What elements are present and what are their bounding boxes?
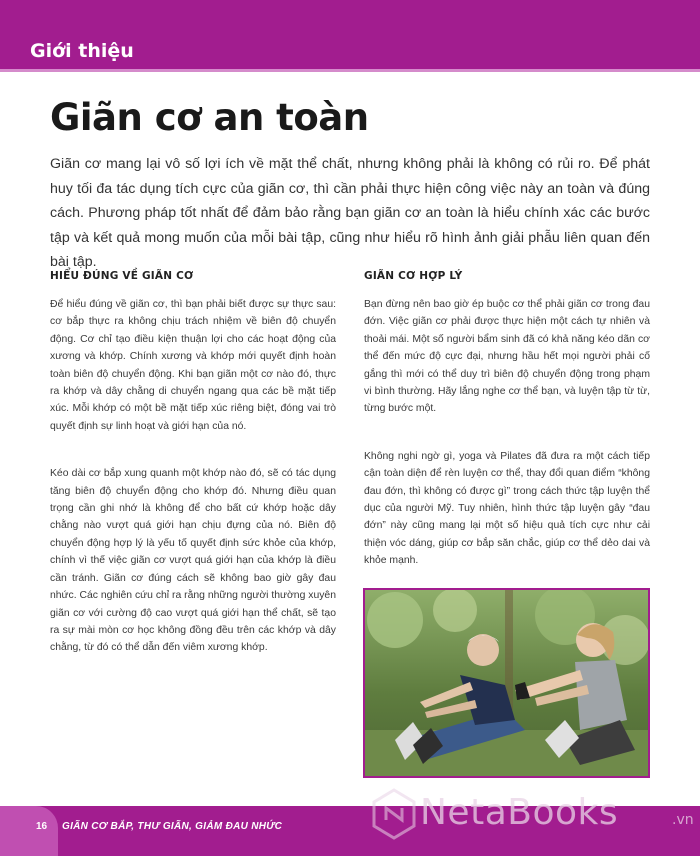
page-number-tab <box>0 806 58 856</box>
intro-paragraph: Giãn cơ mang lại vô số lợi ích về mặt thể chất, nhưng không phải là không có rủi ro. Để phát huy tối đa tác dụng tích cực của giãn cơ, thì cần phải thực hiện công việc này an toàn và đúng cách. Phương pháp tốt nhất để đảm bảo rằng bạn giãn cơ an toàn là hiểu chính xác các bước tập và kết quả mong muốn của mỗi bài tập, cũng như hiểu rõ hình ảnh giải phẫu liên quan đến bài tập. <box>50 156 650 270</box>
section-label: Giới thiệu <box>30 40 134 62</box>
watermark-suffix: .vn <box>672 812 694 828</box>
running-footer-title: GIÃN CƠ BẮP, THƯ GIÃN, GIẢM ĐAU NHỨC <box>62 821 283 832</box>
stretching-photo <box>363 588 650 778</box>
page-title: Giãn cơ an toàn <box>50 96 369 139</box>
left-column <box>50 270 336 687</box>
left-column-heading: HIỂU ĐÚNG VỀ GIÃN CƠ <box>50 270 194 282</box>
left-paragraph-2: Kéo dài cơ bắp xung quanh một khớp nào đó, sẽ có tác dụng tăng biên độ chuyển động cho khớp đó. Nhưng điều quan trọng cần ghi nhớ là không để cho bất cứ khớp hoặc dây chằng nào vượt quá giới hạn chịu đựng của nó. Biên độ chuyển động hợp lý là yếu tố quyết định sức khỏe của khớp, chính vì thế việc giãn cơ vượt quá giới hạn của khớp là điều cần tránh. Giãn cơ đúng cách sẽ không bao giờ gây đau nhức. Các nghiên cứu chỉ ra rằng những người thường xuyên giãn cơ với cường độ cao vượt quá giới hạn thể chất, sẽ tạo ra sự mài mòn cơ học không đồng đều trên các khớp và dây chằng, từ đó có thể dẫn đến viêm xương khớp. <box>50 468 336 654</box>
right-column <box>364 270 650 600</box>
watermark-brand: NetaBooks <box>420 792 619 833</box>
right-paragraph-1: Bạn đừng nên bao giờ ép buộc cơ thể phải giãn cơ trong đau đớn. Việc giãn cơ phải được thực hiện một cách tự nhiên và thoải mái. Một số người bẩm sinh đã có khả năng kéo dãn cơ thể đến mức độ cực đại, nhưng hầu hết mọi người phải cố gắng thì mới có thể duy trì biên độ chuyển động trong phạm vi bình thường. Hãy lắng nghe cơ thể bạn, và luyện tập từ từ, từng bước một. <box>364 299 650 415</box>
right-paragraph-2: Không nghi ngờ gì, yoga và Pilates đã đưa ra một cách tiếp cận toàn diện để rèn luyện cơ thể, thay đổi quan điểm “không đau đớn, thì không có được gì” trong cách thức tập luyện thể dục của người Mỹ. Tuy nhiên, hình thức tập luyện gây “đau đớn” này cũng mang lại một số hiệu quả tích cực như cải thiện vóc dáng, giúp cơ bắp săn chắc, giúp cơ thể dẻo dai và khỏe mạnh. <box>364 450 650 567</box>
right-column-heading: GIÃN CƠ HỢP LÝ <box>364 270 463 282</box>
left-paragraph-1: Để hiểu đúng về giãn cơ, thì bạn phải biết được sự thực sau: cơ bắp thực ra không chịu trách nhiệm về biên độ chuyển động. Cơ chỉ tạo điều kiện thuận lợi cho các hoạt động của xương và khớp. Chính xương và khớp mới quyết định hoàn toàn biên độ chuyển động. Khi bạn giãn một cơ nào đó, thực ra khớp và dây chằng di chuyển ngang qua các bề mặt tiếp xúc. Mỗi khớp có một bề mặt tiếp xúc riêng biệt, đóng vai trò quyết định sự linh hoạt và giới hạn của nó. <box>50 299 336 432</box>
page-number: 16 <box>36 821 48 832</box>
stretching-photo-illustration <box>365 590 648 776</box>
